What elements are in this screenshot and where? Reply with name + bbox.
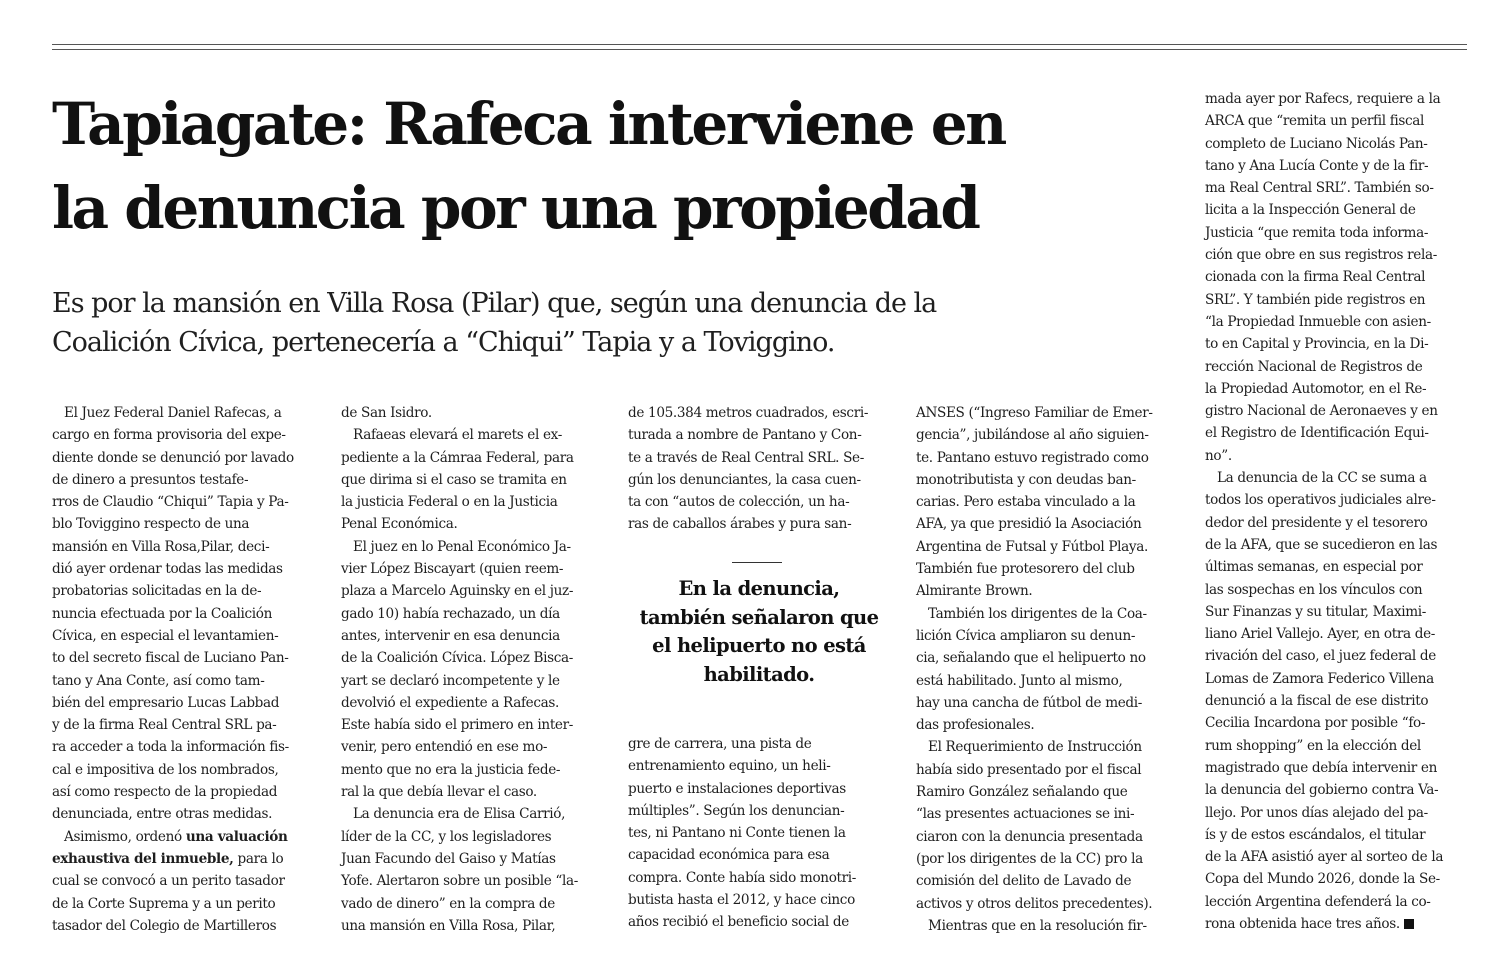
article-column-3-bottom: [628, 733, 891, 934]
text-line: dedor del presidente y el tesorero: [1205, 514, 1428, 531]
text-line: el Registro de Identificación Equi-: [1205, 425, 1429, 442]
text-line: de la Corte Suprema y a un perito: [52, 895, 276, 912]
subtitle-line: Coalición Cívica, pertenecería a “Chiqui” Tapia y a Toviggino.: [52, 327, 835, 358]
text-line: activos y otros delitos precedentes).: [916, 895, 1153, 912]
pullquote-rule: [732, 562, 782, 563]
text-line: nuncia efectuada por la Coalición: [52, 605, 273, 622]
text-line: así como respecto de la propiedad: [52, 784, 278, 801]
text-line: de San Isidro.: [341, 405, 432, 421]
text-line: una mansión en Villa Rosa, Pilar,: [341, 917, 556, 934]
text-line: También fue protesorero del club: [916, 561, 1135, 578]
text-line: tano y Ana Conte, así como tam-: [52, 672, 265, 689]
text-line: devolvió el expediente a Rafecas.: [341, 694, 559, 711]
pullquote-line: también señalaron que: [639, 605, 879, 629]
text-run: rona obtenida hace tres años.: [1205, 915, 1400, 932]
pullquote: [630, 575, 888, 689]
text-line: Lomas de Zamora Federico Villena: [1205, 670, 1434, 687]
text-line: Rafaeas elevará el marets el ex-: [353, 427, 562, 444]
bold-text-run: una valuación: [185, 828, 288, 845]
text-line: Copa del Mundo 2026, donde la Se-: [1205, 871, 1440, 888]
text-line: [52, 826, 316, 848]
text-line: líder de la CC, y los legisladores: [341, 828, 552, 845]
text-line: Este había sido el primero en inter-: [341, 717, 574, 734]
text-line: liano Ariel Vallejo. Ayer, en otra de-: [1205, 626, 1436, 643]
text-line: blo Toviggino respecto de una: [52, 516, 250, 533]
text-line: últimas semanas, en especial por: [1205, 559, 1423, 576]
text-line: las sospechas en los vínculos con: [1205, 581, 1423, 598]
top-rule-second: [52, 49, 1467, 50]
headline-line: la denuncia por una propiedad: [52, 174, 979, 242]
text-line: pediente a la Cámraa Federal, para: [341, 449, 574, 466]
text-line: de dinero a presuntos testafe-: [52, 471, 249, 488]
text-line: ANSES (“Ingreso Familiar de Emer-: [916, 405, 1153, 421]
text-line: comisión del delito de Lavado de: [916, 873, 1132, 890]
text-line: de la AFA, que se sucedieron en las: [1205, 536, 1438, 553]
text-line: cual se convocó a un perito tasador: [52, 873, 285, 890]
text-line: Cecilia Incardona por posible “fo-: [1205, 715, 1426, 732]
text-line: múltiples”. Según los denuncian-: [628, 802, 845, 819]
text-line: completo de Luciano Nicolás Pan-: [1205, 135, 1428, 152]
text-line: denunciada, entre otras medidas.: [52, 806, 273, 823]
pullquote-line: el helipuerto no está: [652, 634, 866, 657]
text-line: vado de dinero” en la compra de: [341, 895, 555, 912]
text-line: antes, intervenir en esa denuncia: [341, 627, 560, 644]
text-line: Ramiro González señalando que: [916, 784, 1128, 801]
text-line: cia, señalando que el helipuerto no: [916, 650, 1146, 667]
top-rule: [52, 44, 1467, 45]
text-line: años recibió el beneficio social de: [628, 914, 849, 931]
text-line: denunció a la fiscal de ese distrito: [1205, 693, 1429, 710]
text-line: ta con “autos de colección, un ha-: [628, 494, 850, 511]
text-line: de la Coalición Cívica. López Bisca-: [341, 650, 574, 667]
text-line: de la AFA asistió ayer al sorteo de la: [1205, 849, 1444, 866]
text-line: de 105.384 metros cuadrados, escri-: [628, 405, 869, 421]
text-line: “las presentes actuaciones se ini-: [916, 806, 1135, 823]
text-line: ción que obre en sus registros rela-: [1205, 247, 1437, 264]
text-line: tes, ni Pantano ni Conte tienen la: [628, 825, 846, 842]
text-line: [1205, 913, 1467, 935]
text-line: butista hasta el 2012, y hace cinco: [628, 892, 855, 909]
text-line: la Propiedad Automotor, en el Re-: [1205, 380, 1427, 397]
text-line: y de la firma Real Central SRL pa-: [52, 717, 277, 734]
headline: [52, 82, 1192, 250]
text-line: ral la que debía llevar el caso.: [341, 784, 537, 801]
text-line: entrenamiento equino, un heli-: [628, 758, 831, 775]
text-line: gún los denunciantes, la casa cuen-: [628, 471, 861, 488]
text-line: ARCA que “remita un perfil fiscal: [1205, 113, 1425, 130]
text-line: rum shopping” en la elección del: [1205, 737, 1421, 754]
text-line: gado 10) había rechazado, un día: [341, 605, 560, 622]
text-line: La denuncia era de Elisa Carrió,: [353, 806, 566, 823]
text-line: Sur Finanzas y su titular, Maximi-: [1205, 603, 1426, 620]
text-line: hay una cancha de fútbol de medi-: [916, 694, 1143, 711]
text-line: diente donde se denunció por lavado: [52, 449, 294, 466]
text-line: mansión en Villa Rosa,Pilar, deci-: [52, 538, 270, 555]
text-line: mada ayer por Rafecs, requiere a la: [1205, 91, 1441, 107]
end-of-article-mark: [1404, 919, 1414, 929]
text-line: (por los dirigentes de la CC) pro la: [916, 850, 1143, 867]
text-line: lección Argentina defenderá la co-: [1205, 893, 1431, 910]
text-line: la denuncia del gobierno contra Va-: [1205, 782, 1439, 799]
text-line: venir, pero entendió en ese mo-: [341, 739, 548, 756]
pullquote-line: habilitado.: [703, 662, 815, 686]
text-line: Argentina de Futsal y Fútbol Playa.: [916, 538, 1148, 555]
text-line: que dirima si el caso se tramita en: [341, 471, 567, 488]
text-line: licita a la Inspección General de: [1205, 202, 1416, 219]
text-line: El juez en lo Penal Económico Ja-: [353, 538, 571, 555]
text-line: compra. Conte había sido monotri-: [628, 869, 857, 886]
text-line: Justicia “que remita toda informa-: [1205, 224, 1429, 241]
text-line: Mientras que en la resolución fir-: [928, 917, 1147, 934]
text-line: magistrado que debía intervenir en: [1205, 759, 1437, 776]
text-line: plaza a Marcelo Aguinsky en el juz-: [341, 583, 574, 600]
text-run: para lo: [237, 850, 284, 867]
text-line: ciaron con la denuncia presentada: [916, 828, 1143, 845]
text-line: El Requerimiento de Instrucción: [928, 739, 1142, 756]
text-line: Penal Económica.: [341, 516, 458, 533]
text-line: También los dirigentes de la Coa-: [928, 605, 1147, 622]
text-line: yart se declaró incompetente y le: [341, 672, 560, 689]
text-line: Juan Facundo del Gaiso y Matías: [341, 850, 556, 867]
text-line: gre de carrera, una pista de: [628, 736, 812, 752]
pullquote-line: En la denuncia,: [678, 577, 840, 600]
article-column-4: [916, 402, 1180, 937]
text-line: capacidad económica para esa: [628, 847, 830, 864]
text-line: cionada con la firma Real Central: [1205, 269, 1426, 286]
text-line: cargo en forma provisoria del expe-: [52, 427, 286, 444]
text-line: to en Capital y Provincia, en la Di-: [1205, 336, 1429, 353]
article-column-3-top: [628, 402, 891, 536]
text-line: puerto e instalaciones deportivas: [628, 780, 846, 797]
text-line: rección Nacional de Registros de: [1205, 358, 1423, 375]
article-column-5: [1205, 88, 1467, 935]
text-line: todos los operativos judiciales alre-: [1205, 492, 1436, 509]
article-column-1: [52, 402, 316, 937]
text-line: ma Real Central SRL”. También so-: [1205, 180, 1434, 197]
text-line: to del secreto fiscal de Luciano Pan-: [52, 650, 289, 667]
text-line: cal e impositiva de los nombrados,: [52, 761, 279, 778]
text-line: La denuncia de la CC se suma a: [1217, 470, 1427, 487]
text-line: Yofe. Alertaron sobre un posible “la-: [341, 873, 578, 890]
text-line: gistro Nacional de Aeronaeves y en: [1205, 403, 1438, 420]
text-line: AFA, ya que presidió la Asociación: [916, 516, 1142, 533]
article-column-2: [341, 402, 605, 937]
text-line: te. Pantano estuvo registrado como: [916, 449, 1149, 466]
text-line: vier López Biscayart (quien reem-: [341, 561, 564, 578]
text-line: “la Propiedad Inmueble con asien-: [1205, 313, 1431, 330]
text-line: Almirante Brown.: [916, 583, 1033, 600]
text-line: El Juez Federal Daniel Rafecas, a: [64, 405, 282, 421]
text-line: llejo. Por unos días alejado del pa-: [1205, 804, 1428, 821]
text-line: bién del empresario Lucas Labbad: [52, 694, 280, 711]
subtitle: [52, 284, 1192, 362]
text-line: te a través de Real Central SRL. Se-: [628, 449, 864, 466]
text-line: había sido presentado por el fiscal: [916, 761, 1142, 778]
text-line: Cívica, en especial el levantamien-: [52, 627, 279, 644]
text-line: ís y de estos escándalos, el titular: [1205, 826, 1426, 843]
text-line: [52, 848, 316, 870]
text-line: SRL”. Y también pide registros en: [1205, 291, 1426, 308]
text-line: está habilitado. Junto al mismo,: [916, 672, 1123, 689]
text-line: la justicia Federal o en la Justicia: [341, 494, 558, 511]
text-line: tano y Ana Lucía Conte y de la fir-: [1205, 157, 1429, 174]
text-line: gencia”, jubilándose al año siguien-: [916, 427, 1149, 444]
text-line: turada a nombre de Pantano y Con-: [628, 427, 862, 444]
headline-line: Tapiagate: Rafeca interviene en: [52, 90, 1005, 158]
text-line: tasador del Colegio de Martilleros: [52, 917, 277, 934]
text-line: probatorias solicitadas en la de-: [52, 583, 262, 600]
text-line: das profesionales.: [916, 717, 1035, 734]
text-line: ras de caballos árabes y pura san-: [628, 516, 852, 533]
text-line: mento que no era la justicia fede-: [341, 761, 561, 778]
text-line: lición Cívica ampliaron su denun-: [916, 627, 1136, 644]
subtitle-line: Es por la mansión en Villa Rosa (Pilar) que, según una denuncia de la: [52, 288, 937, 319]
text-line: no”.: [1205, 447, 1232, 464]
text-line: rivación del caso, el juez federal de: [1205, 648, 1436, 665]
text-line: dió ayer ordenar todas las medidas: [52, 561, 283, 578]
bold-text-run: exhaustiva del inmueble,: [52, 850, 234, 867]
text-run: Asimismo, ordenó: [64, 828, 182, 845]
text-line: monotributista y con deudas ban-: [916, 471, 1136, 488]
text-line: carias. Pero estaba vinculado a la: [916, 494, 1136, 511]
text-line: ra acceder a toda la información fis-: [52, 739, 289, 756]
text-line: rros de Claudio “Chiqui” Tapia y Pa-: [52, 494, 289, 511]
